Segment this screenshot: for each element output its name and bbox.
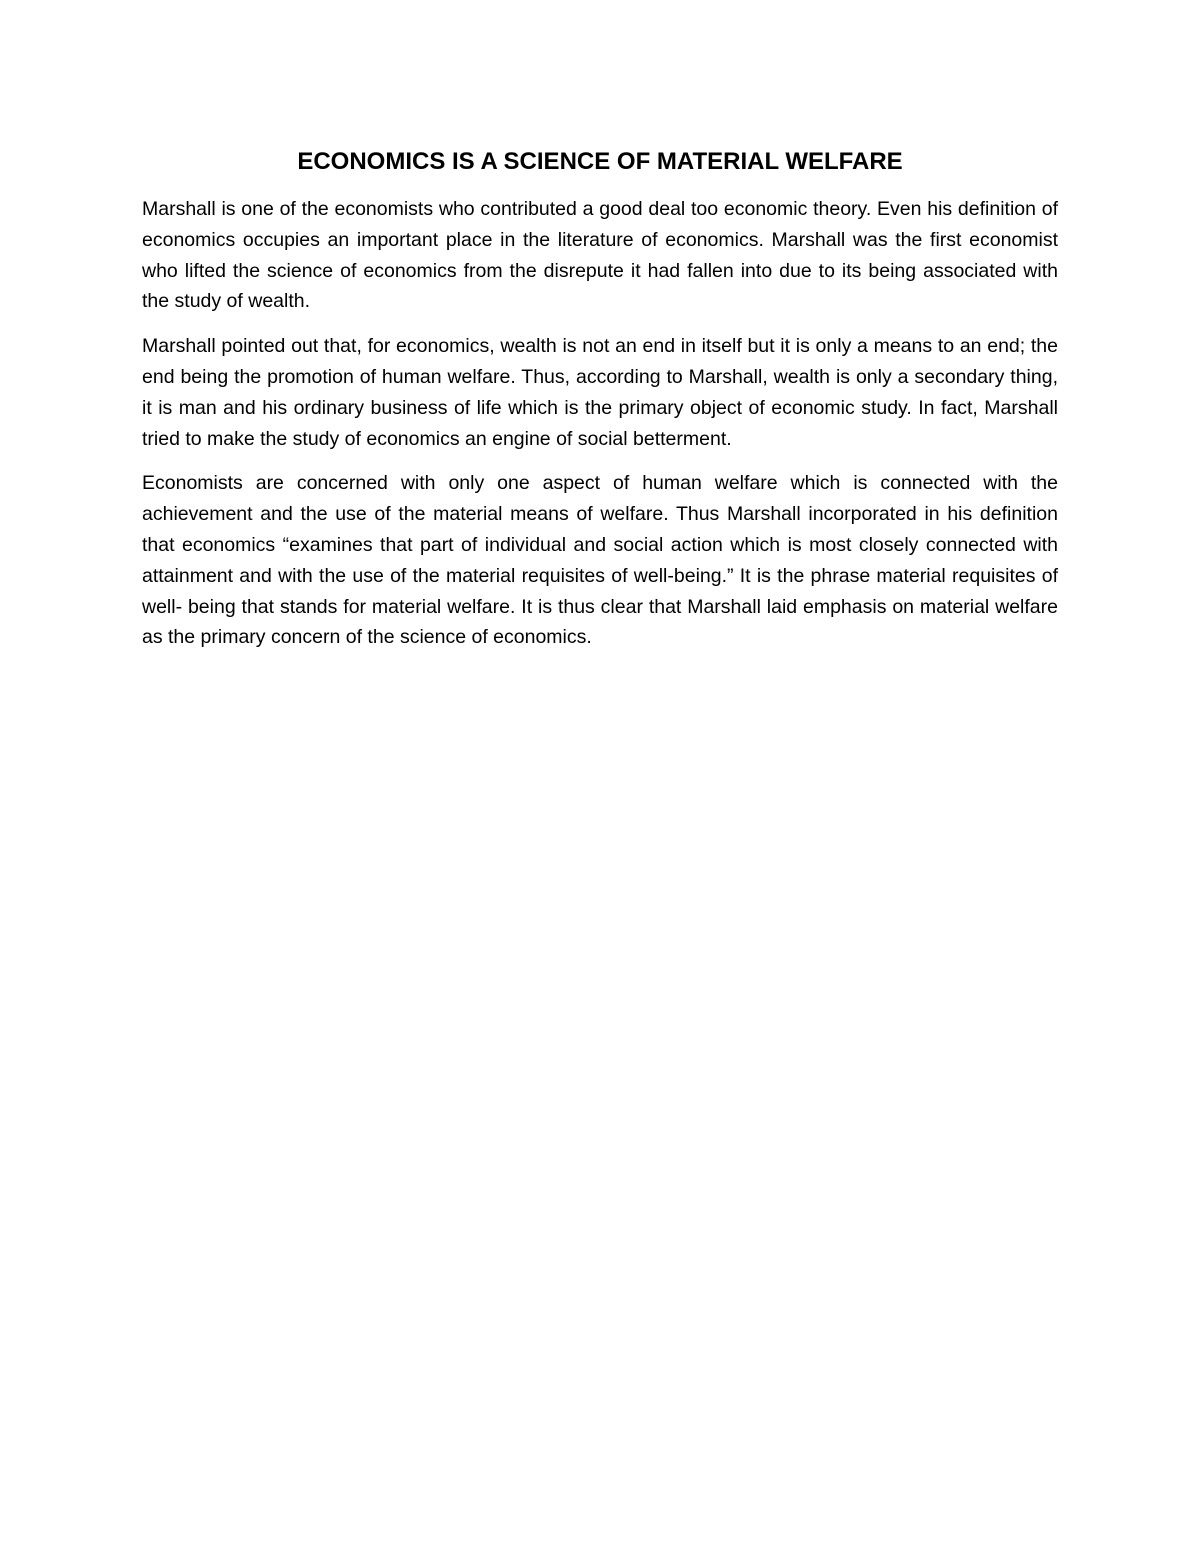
document-body: [142, 146, 1058, 667]
paragraph-3: Economists are concerned with only one aspect of human welfare which is connected with the achievement and the use of the material means of welfare. Thus Marshall incorporated in his definition that economics “examines that part of individual and social action which is most closely connected with attainment and with the use of the material requisites of well-being.” It is the phrase material requisites of well- being that stands for material welfare. It is thus clear that Marshall laid emphasis on material welfare as the primary concern of the science of economics.: [142, 472, 1058, 649]
paragraph-2: Marshall pointed out that, for economics, wealth is not an end in itself but it is only a means to an end; the end being the promotion of human welfare. Thus, according to Marshall, wealth is only a secondary thing, it is man and his ordinary business of life which is the primary object of economic study. In fact, Marshall tried to make the study of economics an engine of social betterment.: [142, 335, 1058, 450]
document-title: ECONOMICS IS A SCIENCE OF MATERIAL WELFARE: [297, 148, 903, 175]
paragraph-1: Marshall is one of the economists who contributed a good deal too economic theory. Even his definition of economics occupies an important place in the literature of economics. Marshall was the first economist who lifted the science of economics from the disrepute it had fallen into due to its being associated with the study of wealth.: [142, 198, 1058, 313]
